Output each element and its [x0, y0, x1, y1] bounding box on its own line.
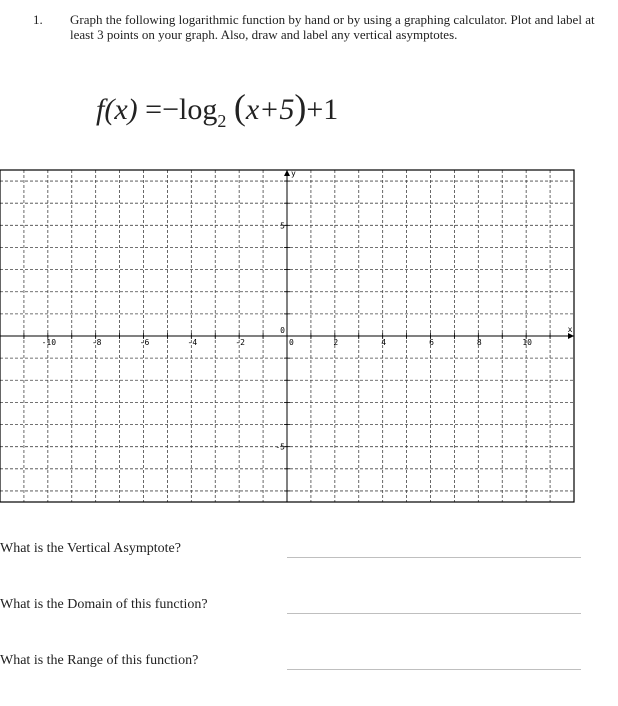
x-tick-label: -4: [187, 338, 198, 347]
y-tick-label: -5: [275, 442, 285, 452]
y-axis-label: y: [291, 169, 296, 178]
formula-log: log: [178, 93, 218, 126]
question-text: Graph the following logarithmic function by hand or by using a graphing calculator. Plot and label at least 3 points on your graph. Also, draw and label any vertical asymptotes.: [70, 12, 595, 42]
function-formula: $f(x) =-\log_2$ (x+5)+1: [96, 87, 339, 131]
x-tick-label: 4: [381, 338, 387, 347]
tick-labels: [42, 169, 573, 452]
vertical-asymptote-answer-line[interactable]: [287, 557, 581, 558]
coordinate-grid: [0, 166, 618, 511]
x-tick-label: 8: [476, 338, 482, 347]
formula-inner: x+5: [245, 93, 295, 126]
x-tick-label: -2: [235, 338, 245, 347]
x-tick-label: 0: [289, 338, 294, 347]
range-question: What is the Range of this function?: [0, 653, 199, 668]
domain-answer-line[interactable]: [287, 613, 581, 614]
formula-neg: −: [162, 93, 179, 126]
y-tick-label: 0: [280, 326, 285, 335]
x-axis-label: x: [567, 325, 573, 334]
x-tick-label: -8: [91, 338, 102, 347]
vertical-asymptote-question: What is the Vertical Asymptote?: [0, 541, 181, 556]
domain-question: What is the Domain of this function?: [0, 597, 208, 612]
range-answer-line[interactable]: [287, 669, 581, 670]
x-tick-label: -6: [139, 338, 150, 347]
formula-lhs: f(x): [96, 93, 138, 126]
formula-tail: +1: [306, 93, 339, 126]
question-number: 1.: [33, 12, 43, 27]
formula-base: 2: [217, 111, 227, 131]
formula-equals: =: [145, 93, 163, 126]
x-tick-label: 2: [333, 338, 339, 347]
y-tick-label: 5: [280, 221, 285, 231]
axes: [0, 170, 574, 502]
x-tick-label: -10: [41, 338, 57, 347]
y-axis-arrow: [284, 170, 290, 176]
x-tick-label: 10: [522, 338, 532, 347]
x-tick-label: 6: [429, 338, 434, 347]
